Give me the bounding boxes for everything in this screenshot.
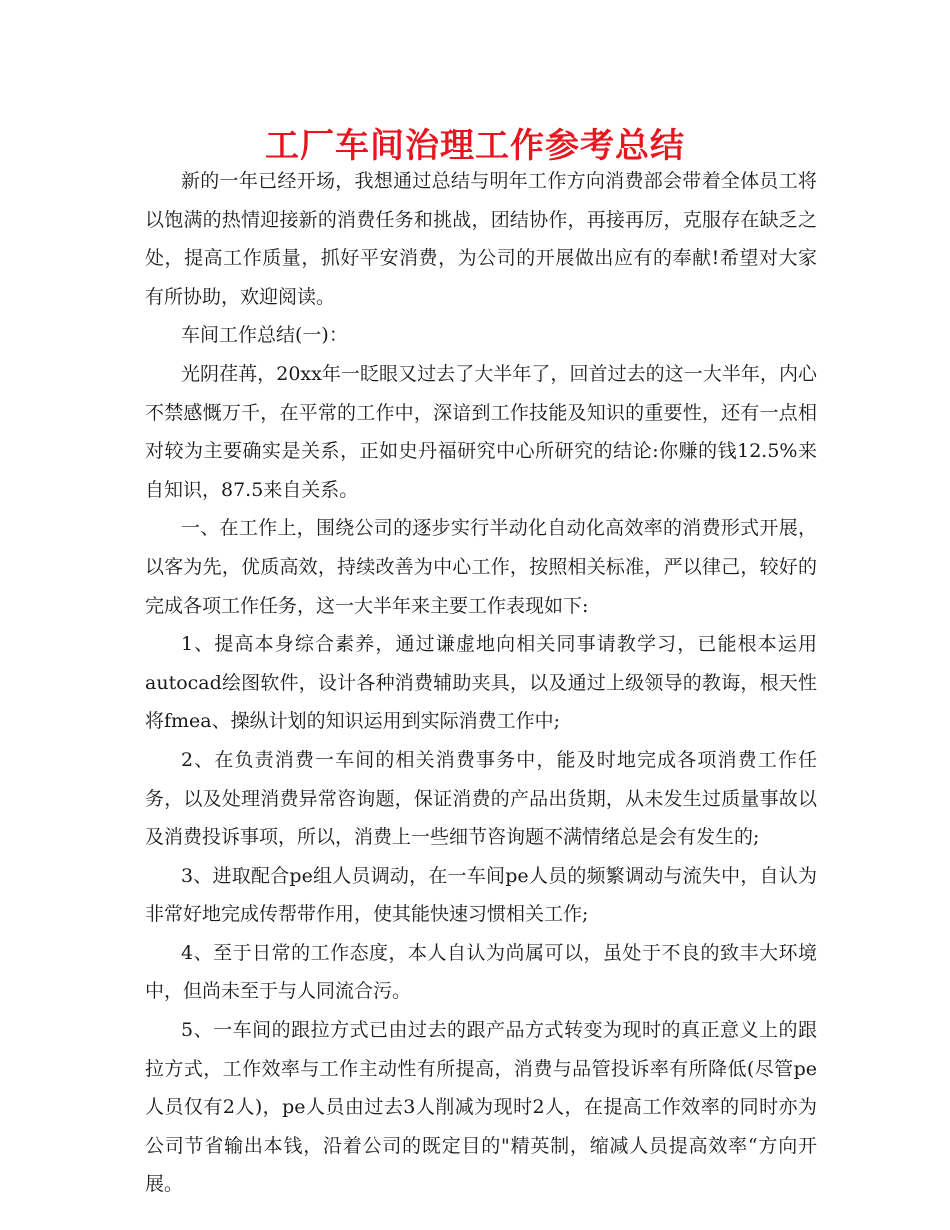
- list-item: 1、提高本身综合素养，通过谦虚地向相关同事请教学习，已能根本运用autocad绘图软件，设计各种消费辅助夹具，以及通过上级领导的教诲，根天性将fmea、操纵计划的知识运用到实际消费工作中;: [145, 633, 817, 733]
- document-body: [145, 162, 817, 1204]
- list-item: 5、一车间的跟拉方式已由过去的跟产品方式转变为现时的真正意义上的跟拉方式，工作效率与工作主动性有所提高，消费与品管投诉率有所降低(尽管pe人员仅有2人)，pe人员由过去3人削减为现时2人，在提高工作效率的同时亦为公司节省输出本钱，沿着公司的既定目的"精英制，缩减人员提高效率“方向开展。: [145, 1019, 817, 1196]
- list-item: 2、在负责消费一车间的相关消费事务中，能及时地完成各项消费工作任务，以及处理消费异常咨询题，保证消费的产品出货期，从未发生过质量事故以及消费投诉事项，所以，消费上一些细节咨询题不满情绪总是会有发生的;: [145, 748, 817, 849]
- document-title: 工厂车间治理工作参考总结: [265, 126, 685, 166]
- section-heading: 车间工作总结(一)：: [181, 324, 348, 347]
- list-item: 3、进取配合pe组人员调动，在一车间pe人员的频繁调动与流失中，自认为非常好地完成传帮带作用，使其能快速习惯相关工作;: [145, 864, 817, 926]
- paragraph-intro: 新的一年已经开场，我想通过总结与明年工作方向消费部会带着全体员工将以饱满的热情迎接新的消费任务和挑战，团结协作，再接再厉，克服存在缺乏之处，提高工作质量，抓好平安消费，为公司的开展做出应有的奉献!希望对大家有所协助，欢迎阅读。: [145, 170, 817, 308]
- list-item: 4、至于日常的工作态度，本人自认为尚属可以，虽处于不良的致丰大环境中，但尚未至于与人同流合污。: [145, 941, 817, 1003]
- paragraph: 光阴荏苒，20xx年一眨眼又过去了大半年了，回首过去的这一大半年，内心不禁感慨万千，在平常的工作中，深谙到工作技能及知识的重要性，还有一点相对较为主要确实是关系，正如史丹福研究中心所研究的结论:你赚的钱12.5%来自知识，87.5来自关系。: [145, 362, 817, 501]
- paragraph: 一、在工作上，围绕公司的逐步实行半动化自动化高效率的消费形式开展，以客为先，优质高效，持续改善为中心工作，按照相关标准，严以律己，较好的完成各项工作任务，这一大半年来主要工作表现如下:: [145, 517, 817, 617]
